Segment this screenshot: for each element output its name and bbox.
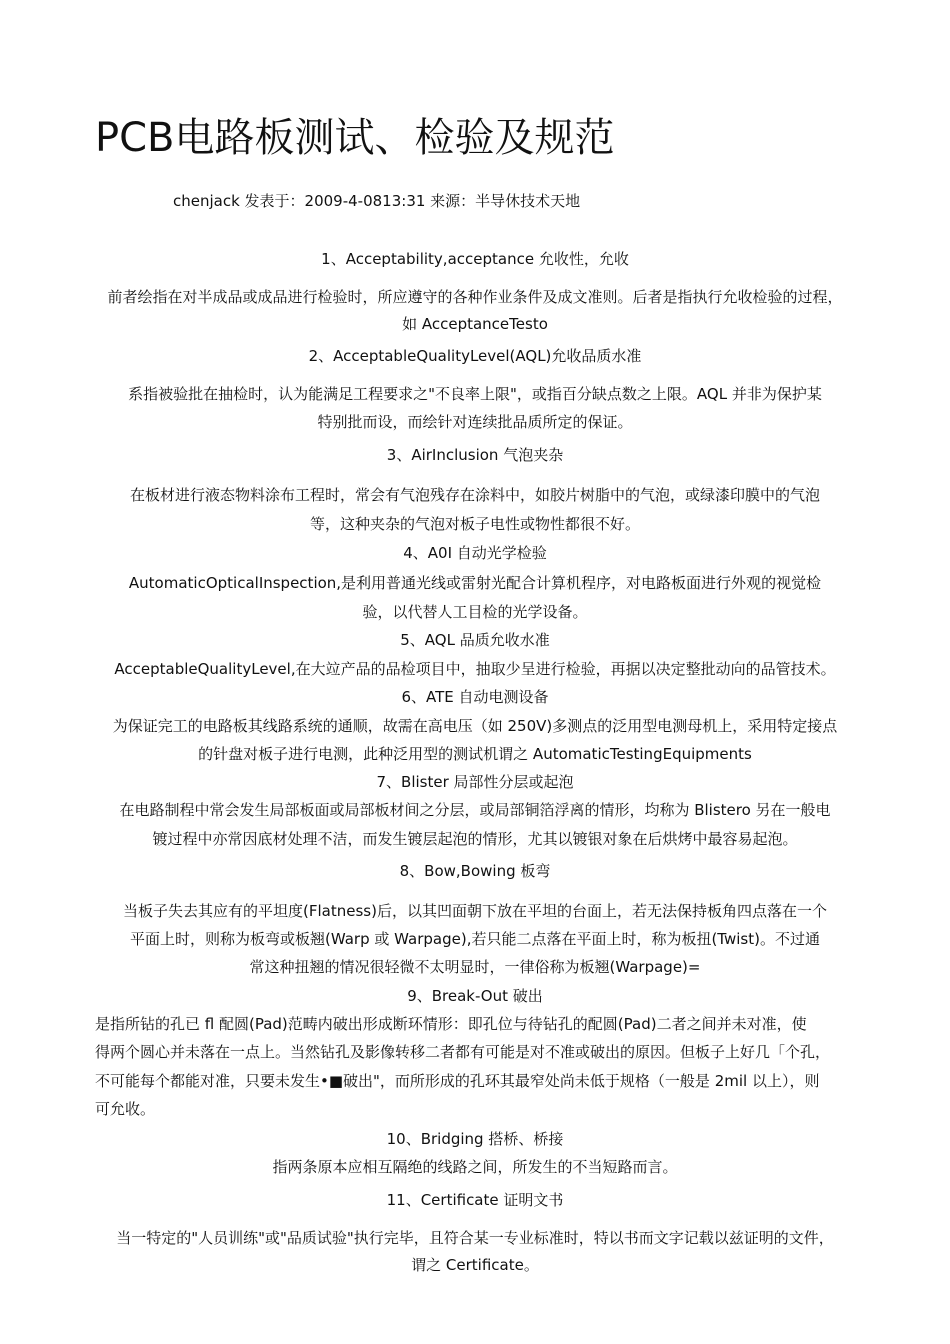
term-heading-7: 7、Blister 局部性分层或起泡 bbox=[376, 773, 574, 791]
term-body-line: 验，以代替人工目检的光学设备。 bbox=[362, 603, 588, 621]
term-body-line: 可允收。 bbox=[95, 1100, 156, 1118]
term-heading-5: 5、AQL 品质允收水准 bbox=[400, 631, 550, 649]
term-heading-3: 3、AirInclusion 气泡夹杂 bbox=[386, 446, 564, 464]
term-heading-8: 8、Bow,Bowing 板弯 bbox=[399, 862, 551, 880]
term-body-line: 平面上时，则称为板弯或板翘(Warp 或 Warpage),若只能二点落在平面上时，称为板扭(Twist)。不过通 bbox=[130, 930, 820, 948]
term-body-line: 如 AcceptanceTesto bbox=[402, 315, 548, 333]
term-body-line: 的针盘对板子进行电测，此种泛用型的测试机谓之 AutomaticTestingEquipments bbox=[198, 745, 752, 763]
term-heading-10: 10、Bridging 搭桥、桥接 bbox=[386, 1130, 564, 1148]
term-body-line: AcceptableQualityLevel,在大竝产品的品检项目中，抽取少呈进行检验，再据以决定整批动向的品管技术。 bbox=[114, 660, 836, 678]
term-heading-6: 6、ATE 自动电测设备 bbox=[401, 688, 549, 706]
term-body-line: 不可能每个都能对准，只要未发生•■破出"，而所形成的孔环其最窄处尚未低于规格（一般是 2mil 以上），则 bbox=[95, 1072, 820, 1090]
page-title: PCB电路板测试、检验及规范 bbox=[95, 115, 615, 161]
term-body-line: 是指所钻的孔已 fl 配圆(Pad)范畴内破出形成断环情形：即孔位与待钻孔的配圆(Pad)二者之间并未对准，使 bbox=[95, 1015, 807, 1033]
term-heading-4: 4、A0I 自动光学检验 bbox=[403, 544, 547, 562]
term-body-line: 在板材进行液态物料涂布工程时，常会有气泡残存在涂料中，如胶片树脂中的气泡，或绿漆印膜中的气泡 bbox=[129, 486, 820, 504]
term-body-line: 在电路制程中常会发生局部板面或局部板材间之分层，或局部铜箔浮离的情形，均称为 Blistero 另在一般电 bbox=[119, 801, 831, 819]
term-heading-2: 2、AcceptableQualityLevel(AQL)允收品质水准 bbox=[308, 347, 642, 365]
term-body-line: 得两个圆心并未落在一点上。当然钻孔及影像转移二者都有可能是对不准或破出的原因。但板子上好几「个孔， bbox=[95, 1043, 831, 1061]
term-heading-11: 11、Certificate 证明文书 bbox=[386, 1191, 564, 1209]
post-meta: chenjack 发表于：2009-4-0813:31 来源：半导休技术天地 bbox=[173, 192, 581, 210]
term-body-line: 常这种扭翘的情况很轻微不太明显时，一律俗称为板翘(Warpage)= bbox=[249, 958, 701, 976]
term-body-line: 指两条原本应相互隔绝的线路之间，所发生的不当短路而言。 bbox=[272, 1158, 678, 1176]
term-body-line: 前者绘指在对半成品或成品进行检验时，所应遵守的各种作业条件及成文准则。后者是指执行允收检验的过程， bbox=[107, 288, 843, 306]
term-body-line: 特别批而设，而绘针对连续批品质所定的保证。 bbox=[317, 413, 633, 431]
term-body-line: 系指被验批在抽检时，认为能满足工程要求之"不良率上限"，或指百分缺点数之上限。AQL 并非为保护某 bbox=[128, 385, 822, 403]
term-body-line: 当板子失去其应有的平坦度(Flatness)后，以其凹面朝下放在平坦的台面上，若无法保持板角四点落在一个 bbox=[123, 902, 827, 920]
term-body-line: 谓之 Certificate。 bbox=[411, 1256, 539, 1274]
term-body-line: 为保证完工的电路板其线路系统的通顺，故需在高电压（如 250V)多测点的泛用型电测母机上，采用特定接点 bbox=[112, 717, 838, 735]
term-heading-1: 1、Acceptability,acceptance 允收性，允收 bbox=[321, 250, 629, 268]
term-heading-9: 9、Break-Out 破出 bbox=[407, 987, 543, 1005]
term-body-line: 镀过程中亦常因底材处理不洁，而发生镀层起泡的情形，尤其以镀银对象在后烘烤中最容易起泡。 bbox=[152, 830, 798, 848]
term-body-line: 等，这种夹杂的气泡对板子电性或物性都很不好。 bbox=[309, 515, 640, 533]
term-body-line: 当一特定的"人员训练"或"品质试验"执行完毕，且符合某一专业标准时，特以书而文字记载以兹证明的文件， bbox=[116, 1229, 834, 1247]
term-body-line: AutomaticOpticalInspection,是利用普通光线或雷射光配合计算机程序，对电路板面进行外观的视觉检 bbox=[128, 574, 822, 592]
